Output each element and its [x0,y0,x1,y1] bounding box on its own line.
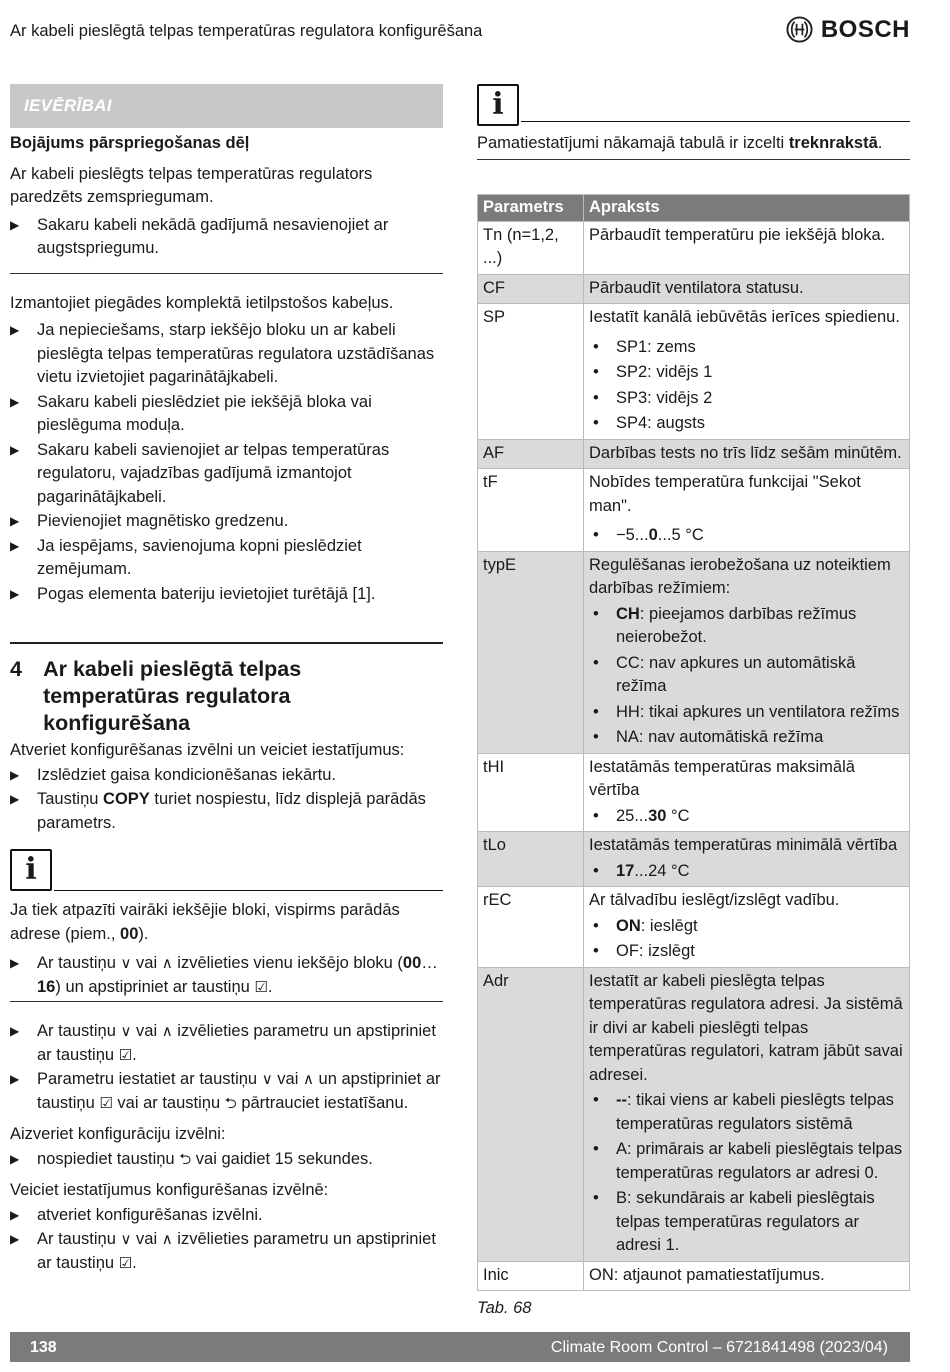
section-step: ▶ Taustiņu COPY turiet nospiestu, līdz displejā parādās parametrs. [10,788,443,835]
param-desc: ON: atjaunot pamatiestatījumus. [584,1261,910,1291]
table-row [478,832,910,887]
table-row [478,753,910,832]
table-row [478,274,910,304]
install-step: ▶ Pogas elementa bateriju ievietojiet turētājā [1]. [10,583,443,607]
param-desc: Ar tālvadību ieslēgt/izslēgt vadību. • ON: ieslēgt • OF: izslēgt [584,887,910,968]
config-intro: Veiciet iestatījumus konfigurēšanas izvēlnē: [10,1181,329,1199]
down-key-icon: ∨ [120,1022,132,1040]
list-item: • B: sekundārais ar kabeli pieslēgtais telpas temperatūras regulators ar adresi 1. [589,1187,904,1258]
notice-heading: Bojājums pārspriegošanas dēļ [10,134,250,152]
info-steps [10,952,443,999]
info-note [10,849,443,891]
param-name: tHI [478,753,584,832]
table-row [478,469,910,552]
list-item: • 25...30 °C [589,805,904,829]
up-key-icon: ∧ [302,1070,314,1088]
close-step: ▶ nospiediet taustiņu ⮌ vai gaidiet 15 sekundes. [10,1148,443,1172]
table-row [478,439,910,469]
table-row [478,1261,910,1291]
section-divider [10,642,443,644]
install-intro: Izmantojiet piegādes komplektā ietilpstošos kabeļus. [10,293,394,312]
param-desc: Iestatāmās temperatūras maksimālā vērtība • 25...30 °C [584,753,910,832]
left-column [10,84,443,1275]
info-note [477,84,910,126]
param-desc: Pārbaudīt temperatūru pie iekšējā bloka. [584,221,910,274]
section-heading [10,656,443,737]
page-footer [10,1332,910,1362]
list-item: • ON: ieslēgt [589,915,904,939]
list-item: • CH: pieejamos darbības režīmus neierobežot. [589,603,904,650]
info-text: Ja tiek atpazīti vairāki iekšējie bloki, vispirms parādās adrese (piem., 00). [10,901,400,943]
config-step: ▶ atveriet konfigurēšanas izvēlni. [10,1204,443,1228]
param-desc: Pārbaudīt ventilatora statusu. [584,274,910,304]
down-key-icon: ∨ [261,1070,273,1088]
info-divider [477,159,910,160]
up-key-icon: ∧ [161,1022,173,1040]
notice-label: IEVĒRĪBAI [10,84,443,128]
running-title: Ar kabeli pieslēgtā telpas temperatūras regulatora konfigurēšana [10,22,483,40]
right-column [477,84,910,1321]
page-number: 138 [30,1339,57,1356]
down-key-icon: ∨ [120,1230,132,1248]
param-name: Adr [478,967,584,1261]
list-item: • −5...0...5 °C [589,524,904,548]
info-icon: i [10,849,52,891]
param-step: ▶ Ar taustiņu ∨ vai ∧ izvēlieties parametru un apstipriniet ar taustiņu ☑. [10,1020,443,1067]
info-icon: i [477,84,519,126]
up-key-icon: ∧ [161,1230,173,1248]
install-step: ▶ Ja nepieciešams, starp iekšējo bloku un ar kabeli pieslēgta telpas temperatūras regulatora uzstādīšanas vietu izvietojiet pagarinātājkabeli. [10,319,443,390]
table-row [478,551,910,753]
param-name: tLo [478,832,584,887]
list-item: • --: tikai viens ar kabeli pieslēgts telpas temperatūras regulators sistēmā [589,1089,904,1136]
list-item: • SP3: vidējs 2 [589,387,904,411]
section-step: ▶ Izslēdziet gaisa kondicionēšanas iekārtu. [10,764,443,788]
section-title: Ar kabeli pieslēgtā telpas temperatūras regulatora konfigurēšana [43,657,302,735]
list-item: • SP1: zems [589,336,904,360]
param-desc: Iestatīt ar kabeli pieslēgta telpas temperatūras regulatora adresi. Ja sistēmā ir divi ar kabeli pieslēgti telpas temperatūras regulatori, katram jābūt savai adresei. • --: tikai viens ar kabeli pieslēgts telpas temperatūras regulators sistēmā • A: primārais ar kabeli pieslēgtais telpas temperatūras regulators ar adresi 0. • B: sekundārais ar kabeli pieslēgtais telpas temperatūras regulators ar adresi 1. [584,967,910,1261]
info-text: Pamatiestatījumi nākamajā tabulā ir izcelti treknrakstā. [477,134,883,152]
info-rule [54,890,443,891]
close-intro: Aizveriet konfigurāciju izvēlni: [10,1125,226,1143]
notice-steps [10,214,443,261]
param-desc: Darbības tests no trīs līdz sešām minūtēm. [584,439,910,469]
param-desc: Iestatīt kanālā iebūvētās ierīces spiedienu. • SP1: zems • SP2: vidējs 1 • SP3: vidējs 2 • SP4: augsts [584,304,910,440]
install-steps [10,319,443,606]
table-header-row [478,194,910,221]
list-item: • SP4: augsts [589,412,904,436]
info-step: ▶ Ar taustiņu ∨ vai ∧ izvēlieties vienu iekšējo bloku (00… 16) un apstipriniet ar taustiņu ☑. [10,952,443,999]
table-row [478,967,910,1261]
ok-key-icon: ☑ [118,1253,133,1272]
install-step: ▶ Ja iespējams, savienojuma kopni pieslēdziet zemējumam. [10,535,443,582]
ok-key-icon: ☑ [254,977,268,996]
copy-key-label: COPY [103,790,150,808]
param-step: ▶ Parametru iestatiet ar taustiņu ∨ vai ∧ un apstipriniet ar taustiņu ☑ vai ar taustiņu ⮌ pārtrauciet iestatīšanu. [10,1068,443,1115]
install-step: ▶ Sakaru kabeli savienojiet ar telpas temperatūras regulatoru, vajadzības gadījumā izmantojot pagarinātājkabeli. [10,439,443,510]
list-item: • 17...24 °C [589,860,904,884]
page-header [10,15,910,46]
list-item: • OF: izslēgt [589,940,904,964]
document-id: Climate Room Control – 6721841498 (2023/04) [550,1339,888,1356]
param-desc: Regulēšanas ierobežošana uz noteiktiem darbības režīmiem: • CH: pieejamos darbības režīmus neierobežot. • CC: nav apkures un automātiskā režīma • HH: tikai apkures un ventilatora režīms • NA: nav automātiskā režīma [584,551,910,753]
list-item: • A: primārais ar kabeli pieslēgtais telpas temperatūras regulators ar adresi 0. [589,1138,904,1185]
close-steps [10,1148,443,1172]
param-name: AF [478,439,584,469]
list-item: • SP2: vidējs 1 [589,361,904,385]
table-row [478,887,910,968]
info-divider [10,1001,443,1002]
back-key-icon: ⮌ [224,1093,237,1112]
param-name: SP [478,304,584,440]
down-key-icon: ∨ [120,954,132,972]
notice-step: ▶ Sakaru kabeli nekādā gadījumā nesavienojiet ar augstspriegumu. [10,214,443,261]
param-name: typE [478,551,584,753]
table-row [478,221,910,274]
section-intro: Atveriet konfigurēšanas izvēlni un veiciet iestatījumus: [10,741,405,759]
table-caption: Tab. 68 [477,1299,532,1317]
list-item: • CC: nav apkures un automātiskā režīma [589,652,904,699]
notice-divider [10,273,443,274]
install-step: ▶ Sakaru kabeli pieslēdziet pie iekšējā bloka vai pieslēguma moduļa. [10,391,443,438]
param-name: tF [478,469,584,552]
config-steps [10,1204,443,1276]
column-header: Apraksts [584,194,910,221]
section-steps [10,764,443,836]
bosch-armature-icon [786,16,813,43]
back-key-icon: ⮌ [179,1149,192,1168]
notice-text: Ar kabeli pieslēgts telpas temperatūras regulators paredzēts zemspriegumam. [10,164,373,206]
section-number: 4 [10,657,22,681]
brand-logo [786,16,910,43]
param-name: CF [478,274,584,304]
ok-key-icon: ☑ [118,1045,133,1064]
parameter-table [477,194,910,1292]
list-item: • NA: nav automātiskā režīma [589,726,904,750]
param-desc: Iestatāmās temperatūras minimālā vērtība • 17...24 °C [584,832,910,887]
param-name: rEC [478,887,584,968]
up-key-icon: ∧ [161,954,173,972]
table-row [478,304,910,440]
param-desc: Nobīdes temperatūra funkcijai "Sekot man". • −5...0...5 °C [584,469,910,552]
config-step: ▶ Ar taustiņu ∨ vai ∧ izvēlieties parametru un apstipriniet ar taustiņu ☑. [10,1228,443,1275]
brand-name: BOSCH [820,15,910,43]
param-steps [10,1020,443,1115]
ok-key-icon: ☑ [99,1093,113,1112]
param-name: Inic [478,1261,584,1291]
info-rule [521,121,910,122]
column-header: Parametrs [478,194,584,221]
install-step: ▶ Pievienojiet magnētisko gredzenu. [10,510,443,534]
param-name: Tn (n=1,2, ...) [478,221,584,274]
list-item: • HH: tikai apkures un ventilatora režīms [589,701,904,725]
